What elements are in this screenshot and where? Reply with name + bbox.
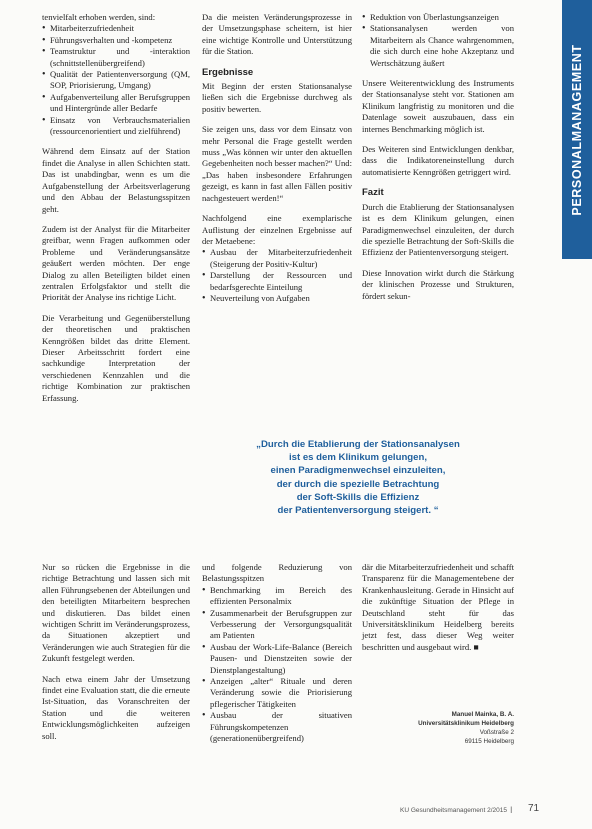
column-3-top	[362, 12, 514, 311]
list-item: • Reduktion von Überlastungsanzeigen	[362, 12, 514, 23]
quote-line: der Soft-Skills die Effizienz	[296, 491, 420, 503]
author-name: Manuel Mainka, B. A.	[451, 711, 514, 718]
quote-line: „Durch die Etablierung der Stationsanalysen	[256, 439, 460, 450]
section-tab	[562, 0, 592, 259]
paragraph: Mit Beginn der ersten Stationsanalyse ließen sich die Ergebnisse durchweg als positiv bewerten.	[202, 81, 352, 114]
col2-bullet-list	[202, 247, 352, 304]
list-item: • Teamstruktur und -interaktion (schnittstellenübergreifend)	[42, 46, 190, 69]
quote-line: der Patientenversorgung steigert. “	[277, 505, 439, 517]
list-item: • Stationsanalysen werden von Mitarbeitern als Chance wahrgenommen, die sich durch eine hohe Akzeptanz und Wertschätzung äußert	[362, 23, 514, 69]
paragraph: Unsere Weiterentwicklung des Instruments der Stationsanalyse steht vor. Stationen am Klinikum langfristig zu monitoren und die Datenlage soweit auszubauen, dass ein internes Benchmarking möglich ist.	[362, 78, 514, 134]
paragraph: Nach etwa einem Jahr der Umsetzung findet eine Evaluation statt, die die erneute Ist-Situation, das Voranschreiten der Station und die weiteren Entwicklungsmöglichkeiten aufzeigen soll.	[42, 673, 190, 741]
page-number: 71	[528, 803, 540, 814]
list-item: • Neuverteilung von Aufgaben	[202, 293, 352, 304]
list-item: • Aufgabenverteilung aller Berufsgruppen und Hintergründe aller Bedarfe	[42, 92, 190, 115]
list-item: • Einsatz von Verbrauchsmaterialien (ressourcenorientiert und zielführend)	[42, 115, 190, 138]
col1-bullet-list	[42, 23, 190, 137]
paragraph: Zudem ist der Analyst für die Mitarbeiter greifbar, wenn Fragen aufkommen oder Probleme und Veränderungsansätze geäußert werden möchten. Der enge Dialog zu allen Beteiligten bildet einen zentralen Erfolgsfaktor und stellt die Priorität der Analyse ins richtige Licht.	[42, 223, 190, 303]
paragraph: Während dem Einsatz auf der Station findet die Analyse in allen Schichten statt. Das ist unabdingbar, wenn es um die Aufgabenstellung der Arbeitsverlagerung und den Abbau der Belastungsspitzen geht.	[42, 146, 190, 214]
author-organization: Universitätsklinikum Heidelberg	[418, 720, 514, 727]
quote-line: der durch die spezielle Betrachtung	[276, 478, 440, 490]
section-tab-label: PERSONALMANAGEMENT	[570, 43, 584, 216]
column-1-top	[42, 12, 190, 413]
paragraph: und folgende Reduzierung von Belastungsspitzen	[202, 562, 352, 584]
list-item: • Darstellung der Ressourcen und bedarfsgerechte Einteilung	[202, 270, 352, 293]
col2-bottom-bullet-list	[202, 585, 352, 745]
pull-quote	[208, 438, 508, 517]
publication-name: KU Gesundheitsmanagement 2/2015	[400, 807, 507, 814]
list-item: • Benchmarking im Bereich des effizienten Personalmix	[202, 585, 352, 608]
column-2-bottom	[202, 562, 352, 754]
paragraph: Diese Innovation wirkt durch die Stärkung der klinischen Prozesse und Strukturen, fördert sekun-	[362, 267, 514, 301]
col1-intro: tenvielfalt erhoben werden, sind:	[42, 12, 156, 22]
list-item: • Anzeigen „alter“ Rituale und deren Veränderung sowie die Priorisierung pflegerischer Tätigkeiten	[202, 676, 352, 710]
paragraph: Da die meisten Veränderungsprozesse in der Umsetzungsphase scheitern, ist hier eine wichtige Kontrolle und Unterstützung für die Station.	[202, 12, 352, 57]
list-item: • Zusammenarbeit der Berufsgruppen zur Verbesserung der Versorgungsqualität am Patienten	[202, 608, 352, 642]
paragraph: där die Mitarbeiterzufriedenheit und schafft Transparenz für die Managementebene der Krankenhausleitung. Gerade in Hinsicht auf die zukünftige Situation der Pflege in Deutschland steht für das Universitätsklinikum Heidelberg bereits jetzt fest, dass dieser Weg weiter beschritten und ausgebaut wird. ■	[362, 562, 514, 652]
column-3-bottom	[362, 562, 514, 662]
list-item: • Führungsverhalten und -kompetenz	[42, 35, 190, 46]
quote-line: ist es dem Klinikum gelungen,	[288, 452, 428, 464]
paragraph: Sie zeigen uns, dass vor dem Einsatz von mehr Personal die Frage gestellt werden muss „Was können wir unter den aktuellen Gegebenheiten noch besser machen?“ Und: „Das haben insbesondere Erfahrungen gezeigt, es kann in fast allen Fällen positiv nachgesteuert werden!“	[202, 124, 352, 203]
list-item: • Ausbau der situativen Führungskompetenzen (generationenübergreifend)	[202, 710, 352, 744]
column-2-top	[202, 12, 352, 313]
column-1-bottom	[42, 562, 190, 751]
author-city: 69115 Heidelberg	[464, 738, 514, 745]
paragraph: Nachfolgend eine exemplarische Auflistung der einzelnen Ergebnisse auf der Metaebene:	[202, 213, 352, 246]
author-block	[390, 710, 514, 746]
list-item: • Mitarbeiterzufriedenheit	[42, 23, 190, 34]
paragraph: Nur so rücken die Ergebnisse in die richtige Betrachtung und lassen sich mit allen Führungsebenen der Abteilungen und den beteiligten Mitarbeitern besprechen und diskutieren. Das bildet einen wichtigen Schritt im Veränderungsprozess, da Situationen akzeptiert und Veränderungen wie auch Strategien für die Zukunft festgelegt werden.	[42, 562, 190, 664]
list-item: • Qualität der Patientenversorgung (QM, SOP, Priorisierung, Umgang)	[42, 69, 190, 92]
quote-line: einen Paradigmenwechsel einzuleiten,	[270, 465, 446, 477]
list-item: • Ausbau der Mitarbeiterzufriedenheit (Steigerung der Positiv-Kultur)	[202, 247, 352, 270]
section-heading-results: Ergebnisse	[202, 66, 254, 78]
col3-bullet-list	[362, 12, 514, 69]
paragraph: Des Weiteren sind Entwicklungen denkbar, dass die Indikatoreneinstellung durch automatisierte Kenngrößen getriggert wird.	[362, 144, 514, 177]
footer-separator: I	[510, 805, 513, 815]
list-item: • Ausbau der Work-Life-Balance (Bereich Pausen- und Dienstzeiten sowie der Dienstplangestaltung)	[202, 642, 352, 676]
paragraph: Die Verarbeitung und Gegenüberstellung der theoretischen und praktischen Kenngrößen bildet das dritte Element. Dieser Arbeitsschritt fordert eine sachkundige Interpretation der verschiedenen Kennzahlen und die richtige Kombination zur praktischen Erfassung.	[42, 312, 190, 403]
paragraph: Durch die Etablierung der Stationsanalysen ist es dem Klinikum gelungen, einen Paradigmenwechsel einzuleiten, der durch die spezielle Betrachtung der Soft-Skills die Effizienz der Patientenversorgung steigert.	[362, 201, 514, 258]
author-street: Voßstraße 2	[479, 729, 514, 736]
section-heading-conclusion: Fazit	[362, 187, 384, 199]
